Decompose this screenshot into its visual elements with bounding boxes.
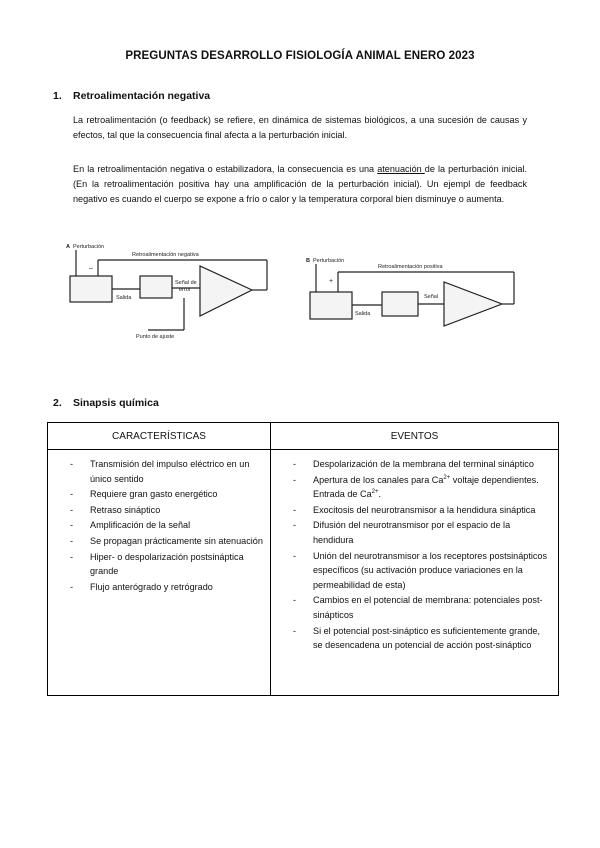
list-item: - Difusión del neurotransmisor por el espacio de la hendidura (277, 518, 552, 547)
page-title: PREGUNTAS DESARROLLO FISIOLOGÍA ANIMAL ENERO 2023 (125, 50, 475, 62)
caracteristicas-list (54, 457, 264, 594)
header-caracteristicas: CARACTERÍSTICAS (48, 423, 271, 450)
para2-text-a: En la retroalimentación negativa o estabilizadora, la consecuencia es una (73, 164, 378, 174)
diagB-perturbacion: Perturbación (313, 258, 345, 264)
diagram-positive-feedback (302, 252, 522, 327)
list-item: - Unión del neurotransmisor a los receptores postsinápticos específicos (su activación produce variaciones en la permeabilidad de esta) (277, 549, 552, 593)
diagA-error-2: error (179, 287, 191, 293)
para2-underlined-word: atenuación (377, 164, 425, 174)
event-ca-b: voltaje dependientes. Entrada de Ca (313, 474, 539, 500)
diagB-letter: B (306, 258, 310, 264)
list-item: - Amplificación de la señal (54, 518, 264, 533)
synapse-table (47, 422, 559, 696)
section-2-title: Sinapsis química (73, 397, 159, 409)
diagA-loop-label: Retroalimentación negativa (132, 252, 199, 258)
diagB-loop-label: Retroalimentación positiva (378, 264, 443, 270)
diagA-letter: A (66, 244, 70, 250)
list-item: - Cambios en el potencial de membrana: potenciales post-sinápticos (277, 593, 552, 622)
list-item: - Retraso sináptico (54, 503, 264, 518)
para2-text-b: de la perturbación inicial. (En la retroalimentación positiva hay una amplificación de la perturbación inicial). Un ejempl de feedback negativo es cuando el cuerpo se expone a frío o calor y la temperatura corporal bien disminuye o aumenta. (73, 164, 527, 204)
eventos-list (277, 457, 552, 653)
event-ca-a: Apertura de los canales para Ca (313, 474, 444, 485)
section-1-number: 1. (53, 90, 62, 102)
event-ca-sup2: 2+ (371, 489, 379, 496)
event-ca-sup1: 2+ (443, 474, 451, 481)
paragraph-negative-feedback (73, 162, 527, 207)
paragraph-feedback-definition: La retroalimentación (o feedback) se refiere, en dinámica de sistemas biológicos, a una sucesión de causas y efectos, tal que la consecuencia final afecta a la perturbación inicial. (73, 115, 527, 140)
diagB-senal: Señal (424, 294, 439, 300)
diagB-plus: + (329, 278, 334, 285)
diagB-salida: Salida (355, 311, 371, 317)
list-item: - Flujo anterógrado y retrógrado (54, 580, 264, 595)
list-item: - Exocitosis del neurotransmisor a la hendidura sináptica (277, 503, 552, 518)
diagA-salida: Salida (116, 295, 132, 301)
list-item: - Si el potencial post-sináptico es suficientemente grande, se desencadena un potencial de acción post-sináptico (277, 624, 552, 653)
diagram-negative-feedback (62, 238, 282, 343)
list-item: - Hiper- o despolarización postsináptica grande (54, 550, 264, 579)
diagA-minus: – (89, 265, 93, 272)
diagA-error-1: Señal de (175, 280, 197, 286)
section-1-heading (53, 90, 210, 102)
list-item: - Requiere gran gasto energético (54, 487, 264, 502)
section-2-heading (53, 397, 159, 409)
diagA-set-point: Punto de ajuste (136, 334, 175, 340)
header-eventos: EVENTOS (271, 423, 559, 450)
list-item (277, 473, 552, 502)
table-row (48, 450, 559, 696)
list-item: - Despolarización de la membrana del terminal sináptico (277, 457, 552, 472)
caracteristicas-cell (48, 450, 271, 696)
event-ca-c: . (378, 489, 382, 500)
list-item: - Se propagan prácticamente sin atenuación (54, 534, 264, 549)
diagA-perturbacion: Perturbación (73, 244, 105, 250)
table-header-row (48, 423, 559, 450)
list-item: - Transmisión del impulso eléctrico en un único sentido (54, 457, 264, 486)
eventos-cell (271, 450, 559, 696)
section-2-number: 2. (53, 397, 62, 409)
section-1-title: Retroalimentación negativa (73, 90, 211, 102)
